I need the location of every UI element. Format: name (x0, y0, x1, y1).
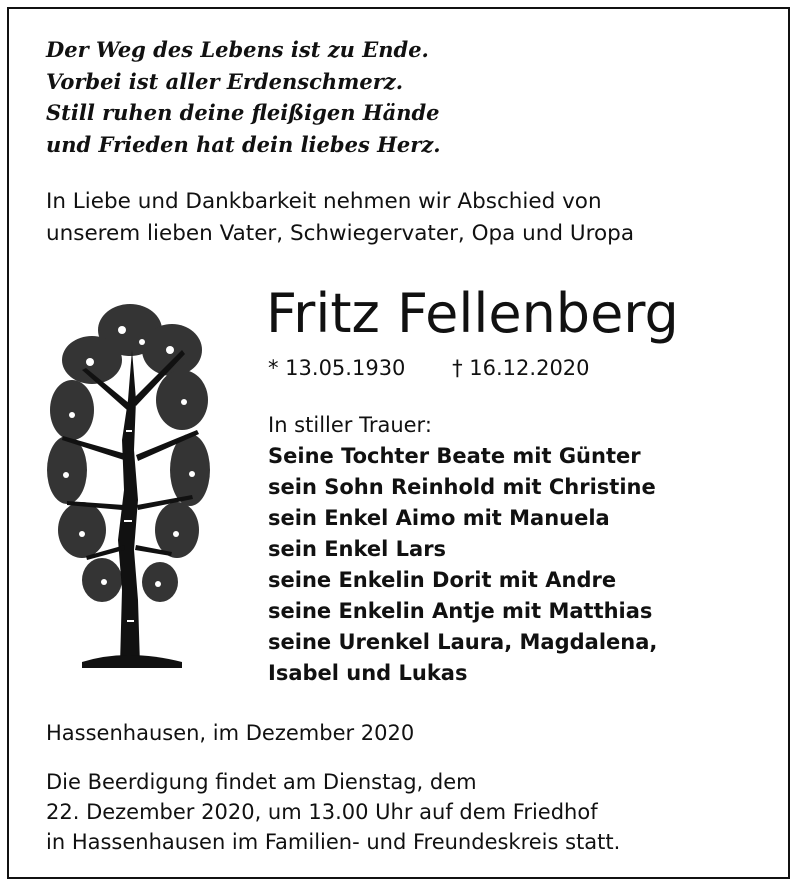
mourner-line: Isabel und Lukas (268, 661, 468, 685)
intro-text (46, 186, 634, 250)
mourner-line: seine Enkelin Antje mit Matthias (268, 599, 653, 623)
mourner-line: Seine Tochter Beate mit Günter (268, 444, 641, 468)
mourners-block (268, 410, 657, 689)
poem-line: Still ruhen deine fleißigen Hände (46, 100, 440, 125)
mourner-line: sein Enkel Lars (268, 537, 447, 561)
funeral-line: Die Beerdigung findet am Dienstag, dem (46, 770, 477, 794)
birch-tree-icon (42, 290, 212, 670)
deceased-name: Fritz Fellenberg (266, 282, 679, 345)
life-dates (268, 354, 590, 382)
poem-line: Der Weg des Lebens ist zu Ende. (46, 37, 429, 62)
poem (46, 34, 441, 160)
mourner-line: seine Urenkel Laura, Magdalena, (268, 630, 658, 654)
poem-line: und Frieden hat dein liebes Herz. (46, 131, 441, 157)
funeral-line: 22. Dezember 2020, um 13.00 Uhr auf dem Friedhof (46, 800, 598, 824)
place-date: Hassenhausen, im Dezember 2020 (46, 721, 415, 745)
mourner-line: sein Enkel Aimo mit Manuela (268, 506, 610, 530)
poem-line: Vorbei ist aller Erdenschmerz. (46, 68, 404, 94)
death-date: † 16.12.2020 (452, 356, 590, 380)
intro-line: unserem lieben Vater, Schwiegervater, Opa und Uropa (46, 221, 634, 246)
funeral-notice (46, 767, 620, 857)
mourner-line: sein Sohn Reinhold mit Christine (268, 475, 656, 499)
mourning-label: In stiller Trauer: (268, 413, 432, 437)
funeral-line: in Hassenhausen im Familien- und Freundeskreis statt. (46, 830, 621, 854)
birth-date: * 13.05.1930 (268, 356, 406, 380)
mourner-line: seine Enkelin Dorit mit Andre (268, 568, 617, 592)
intro-line: In Liebe und Dankbarkeit nehmen wir Abschied von (46, 189, 602, 214)
